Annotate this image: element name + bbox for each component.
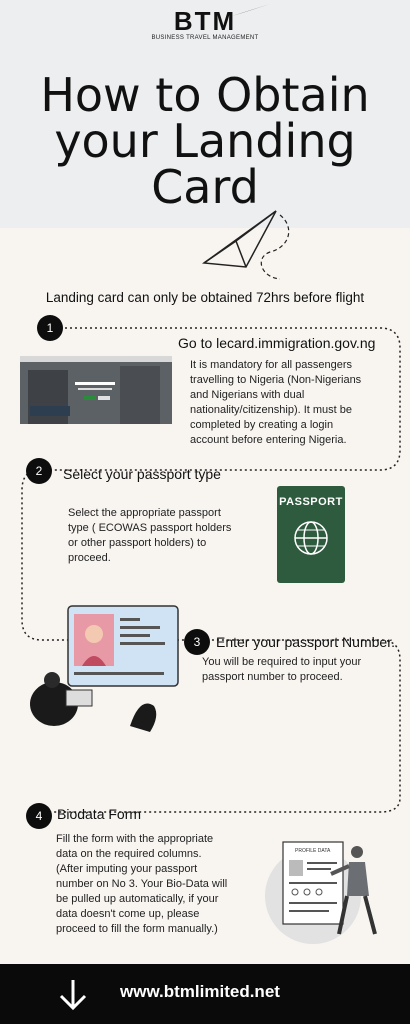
step-2-body: Select the appropriate passport type ( ECOWAS passport holders or other passport holders) to proceed.	[68, 507, 232, 564]
id-card-illustration	[30, 606, 190, 746]
arrow-down-icon	[58, 978, 88, 1012]
step-3-body: You will be required to input your passport number to proceed.	[202, 656, 362, 683]
step-1-body: It is mandatory for all passengers travelling to Nigeria (Non-Nigerians and Nigerians with dual nationality/citizenship). It must be completed by creating a login account before entering Nigeria.	[190, 359, 362, 446]
website-link[interactable]: www.btmlimited.net	[120, 982, 280, 1001]
btm-logo	[0, 6, 410, 41]
step-1-title: Go to lecard.immigration.gov.ng	[178, 335, 376, 351]
page-title: How to Obtain your Landing Card	[40, 68, 370, 214]
step-4-body: Fill the form with the appropriate data on the required columns. (After imputing your passport number on No 3. Your Bio-Data will be pulled up automatically, if your data doesn't come up, please proceed to fill the form manually.)	[56, 833, 228, 935]
step-3-title: Enter your passport Number.	[216, 634, 395, 650]
profile-form-illustration	[265, 834, 395, 944]
logo-wordmark: BTM	[174, 6, 236, 37]
step-2-badge: 2	[26, 458, 52, 484]
website-screenshot	[20, 356, 172, 424]
header-banner	[0, 0, 410, 228]
logo-swoosh-icon	[232, 4, 272, 18]
step-4-badge: 4	[26, 803, 52, 829]
passport-illustration: PASSPORT	[277, 486, 345, 583]
logo-tagline: BUSINESS TRAVEL MANAGEMENT	[151, 35, 259, 41]
step-2-title: Select your passport type	[63, 466, 221, 482]
step-4-title: Biodata Form	[57, 806, 142, 822]
globe-icon	[277, 486, 345, 583]
step-1-badge: 1	[37, 315, 63, 341]
profile-data-label: PROFILE DATA	[295, 848, 331, 854]
paper-plane-icon	[200, 207, 300, 287]
notice-text: Landing card can only be obtained 72hrs before flight	[45, 290, 365, 305]
footer-bar	[0, 964, 410, 1024]
step-3-badge: 3	[184, 629, 210, 655]
